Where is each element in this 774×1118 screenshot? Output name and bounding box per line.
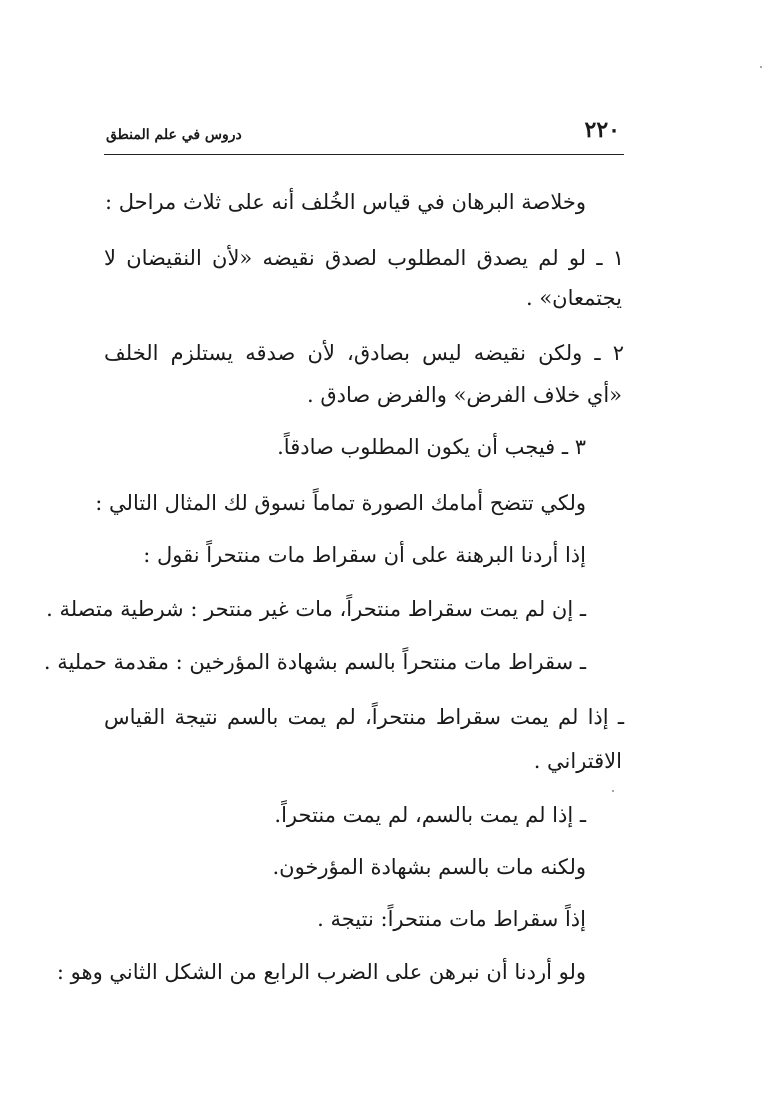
text-line: الاقتراني . — [533, 749, 622, 773]
text-line: ٣ ـ فيجب أن يكون المطلوب صادقاً. — [277, 435, 586, 459]
text-line: وخلاصة البرهان في قياس الخُلف أنه على ثلاث مراحل : — [104, 190, 586, 214]
text-line: ـ إذا لم يمت بالسم، لم يمت منتحراً. — [274, 803, 586, 827]
text-line: يجتمعان» . — [525, 286, 622, 310]
text-line: ـ سقراط مات منتحراً بالسم بشهادة المؤرخين : مقدمة حملية . — [43, 650, 586, 674]
text-line: ولو أردنا أن نبرهن على الضرب الرابع من الشكل الثاني وهو : — [56, 960, 586, 984]
running-title: دروس في علم المنطق — [106, 127, 242, 143]
text-line: ـ إذا لم يمت سقراط منتحراً، لم يمت بالسم نتيجة القياس — [104, 705, 624, 729]
text-line: ولكنه مات بالسم بشهادة المؤرخون. — [272, 855, 586, 879]
text-line: إذاً سقراط مات منتحراً: نتيجة . — [317, 907, 586, 931]
text-line: إذا أردنا البرهنة على أن سقراط مات منتحراً نقول : — [143, 543, 586, 567]
header-rule — [104, 154, 624, 155]
scan-speck — [760, 66, 762, 68]
text-line: «أي خلاف الفرض» والفرض صادق . — [307, 383, 622, 407]
text-line: ـ إن لم يمت سقراط منتحراً، مات غير منتحر : شرطية متصلة . — [46, 597, 586, 621]
text-line: ٢ ـ ولكن نقيضه ليس بصادق، لأن صدقه يستلزم الخلف — [104, 341, 624, 365]
text-line: ولكي تتضح أمامك الصورة تماماً نسوق لك المثال التالي : — [95, 491, 586, 515]
text-line: ١ ـ لو لم يصدق المطلوب لصدق نقيضه «لأن النقيضان لا — [104, 246, 624, 270]
page-number: ٢٢٠ — [584, 117, 620, 143]
scan-speck — [612, 790, 614, 792]
